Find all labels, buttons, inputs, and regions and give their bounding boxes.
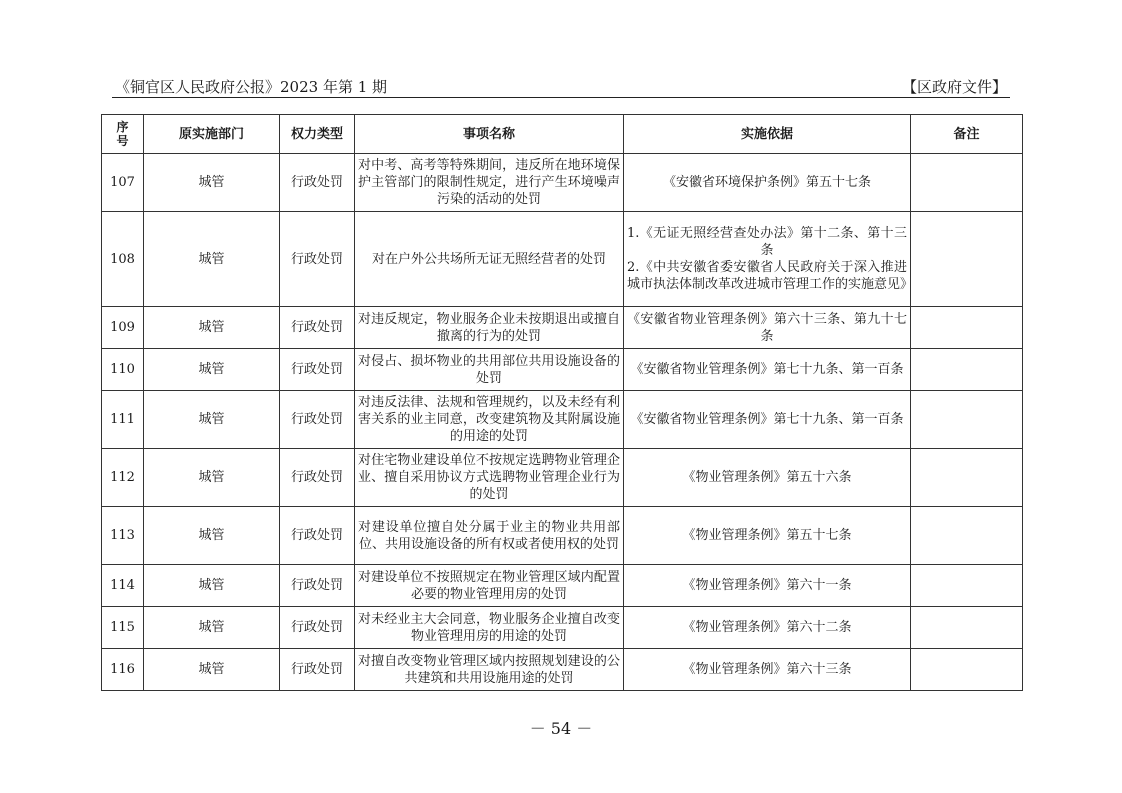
- cell-name: 对侵占、损坏物业的共用部位共用设施设备的处罚: [355, 349, 624, 391]
- cell-type: 行政处罚: [280, 307, 355, 349]
- cell-name: 对建设单位不按照规定在物业管理区域内配置必要的物业管理用房的处罚: [355, 565, 624, 607]
- cell-type: 行政处罚: [280, 154, 355, 212]
- cell-basis: 《物业管理条例》第六十三条: [624, 649, 911, 691]
- cell-dept: 城管: [144, 391, 280, 449]
- table-row: [102, 507, 1023, 565]
- cell-basis: 《安徽省物业管理条例》第七十九条、第一百条: [624, 349, 911, 391]
- cell-note: [911, 607, 1023, 649]
- cell-name: 对在户外公共场所无证无照经营者的处罚: [355, 212, 624, 307]
- table-row: [102, 649, 1023, 691]
- cell-name: 对中考、高考等特殊期间，违反所在地环境保护主管部门的限制性规定，进行产生环境噪声污染的活动的处罚: [355, 154, 624, 212]
- header-section-label: 【区政府文件】: [901, 78, 1007, 96]
- cell-type: 行政处罚: [280, 449, 355, 507]
- cell-note: [911, 154, 1023, 212]
- cell-no: 108: [102, 212, 144, 307]
- cell-dept: 城管: [144, 649, 280, 691]
- power-list-table: [101, 114, 1023, 691]
- cell-dept: 城管: [144, 212, 280, 307]
- cell-no: 112: [102, 449, 144, 507]
- cell-type: 行政处罚: [280, 607, 355, 649]
- cell-dept: 城管: [144, 449, 280, 507]
- cell-no: 110: [102, 349, 144, 391]
- table-header-row: [102, 115, 1023, 154]
- cell-dept: 城管: [144, 607, 280, 649]
- cell-note: [911, 349, 1023, 391]
- table-row: [102, 212, 1023, 307]
- cell-dept: 城管: [144, 507, 280, 565]
- cell-note: [911, 212, 1023, 307]
- cell-type: 行政处罚: [280, 391, 355, 449]
- col-header-basis: 实施依据: [624, 115, 911, 154]
- cell-dept: 城管: [144, 154, 280, 212]
- cell-note: [911, 649, 1023, 691]
- cell-name: 对住宅物业建设单位不按规定选聘物业管理企业、擅自采用协议方式选聘物业管理企业行为的处罚: [355, 449, 624, 507]
- cell-type: 行政处罚: [280, 507, 355, 565]
- cell-note: [911, 307, 1023, 349]
- cell-basis: 《物业管理条例》第五十六条: [624, 449, 911, 507]
- col-header-name: 事项名称: [355, 115, 624, 154]
- cell-no: 116: [102, 649, 144, 691]
- cell-no: 109: [102, 307, 144, 349]
- cell-note: [911, 565, 1023, 607]
- cell-dept: 城管: [144, 349, 280, 391]
- cell-no: 115: [102, 607, 144, 649]
- cell-type: 行政处罚: [280, 212, 355, 307]
- col-header-note: 备注: [911, 115, 1023, 154]
- table-row: [102, 449, 1023, 507]
- col-header-type: 权力类型: [280, 115, 355, 154]
- cell-note: [911, 391, 1023, 449]
- cell-name: 对违反规定，物业服务企业未按期退出或擅自撤离的行为的处罚: [355, 307, 624, 349]
- header-divider: [112, 97, 1010, 98]
- page-number: － 54 －: [529, 719, 593, 738]
- cell-note: [911, 449, 1023, 507]
- cell-basis: 1.《无证无照经营查处办法》第十二条、第十三条 2.《中共安徽省委安徽省人民政府关于深入推进城市执法体制改革改进城市管理工作的实施意见》: [624, 212, 911, 307]
- col-header-dept: 原实施部门: [144, 115, 280, 154]
- cell-basis: 《安徽省环境保护条例》第五十七条: [624, 154, 911, 212]
- col-header-no: 序号: [102, 115, 144, 154]
- cell-note: [911, 507, 1023, 565]
- table-row: [102, 307, 1023, 349]
- cell-dept: 城管: [144, 307, 280, 349]
- cell-no: 107: [102, 154, 144, 212]
- cell-basis: 《物业管理条例》第六十二条: [624, 607, 911, 649]
- cell-name: 对未经业主大会同意，物业服务企业擅自改变物业管理用房的用途的处罚: [355, 607, 624, 649]
- cell-type: 行政处罚: [280, 565, 355, 607]
- cell-no: 114: [102, 565, 144, 607]
- cell-name: 对建设单位擅自处分属于业主的物业共用部位、共用设施设备的所有权或者使用权的处罚: [355, 507, 624, 565]
- cell-name: 对违反法律、法规和管理规约，以及未经有利害关系的业主同意，改变建筑物及其附属设施的用途的处罚: [355, 391, 624, 449]
- cell-no: 113: [102, 507, 144, 565]
- cell-basis: 《物业管理条例》第六十一条: [624, 565, 911, 607]
- table-row: [102, 349, 1023, 391]
- header-publication-title: 《铜官区人民政府公报》2023 年第 1 期: [115, 78, 388, 96]
- cell-no: 111: [102, 391, 144, 449]
- cell-basis: 《物业管理条例》第五十七条: [624, 507, 911, 565]
- table-row: [102, 607, 1023, 649]
- table-row: [102, 391, 1023, 449]
- cell-basis: 《安徽省物业管理条例》第六十三条、第九十七条: [624, 307, 911, 349]
- table-row: [102, 565, 1023, 607]
- cell-type: 行政处罚: [280, 649, 355, 691]
- table-row: [102, 154, 1023, 212]
- cell-basis: 《安徽省物业管理条例》第七十九条、第一百条: [624, 391, 911, 449]
- cell-dept: 城管: [144, 565, 280, 607]
- cell-name: 对擅自改变物业管理区域内按照规划建设的公共建筑和共用设施用途的处罚: [355, 649, 624, 691]
- cell-type: 行政处罚: [280, 349, 355, 391]
